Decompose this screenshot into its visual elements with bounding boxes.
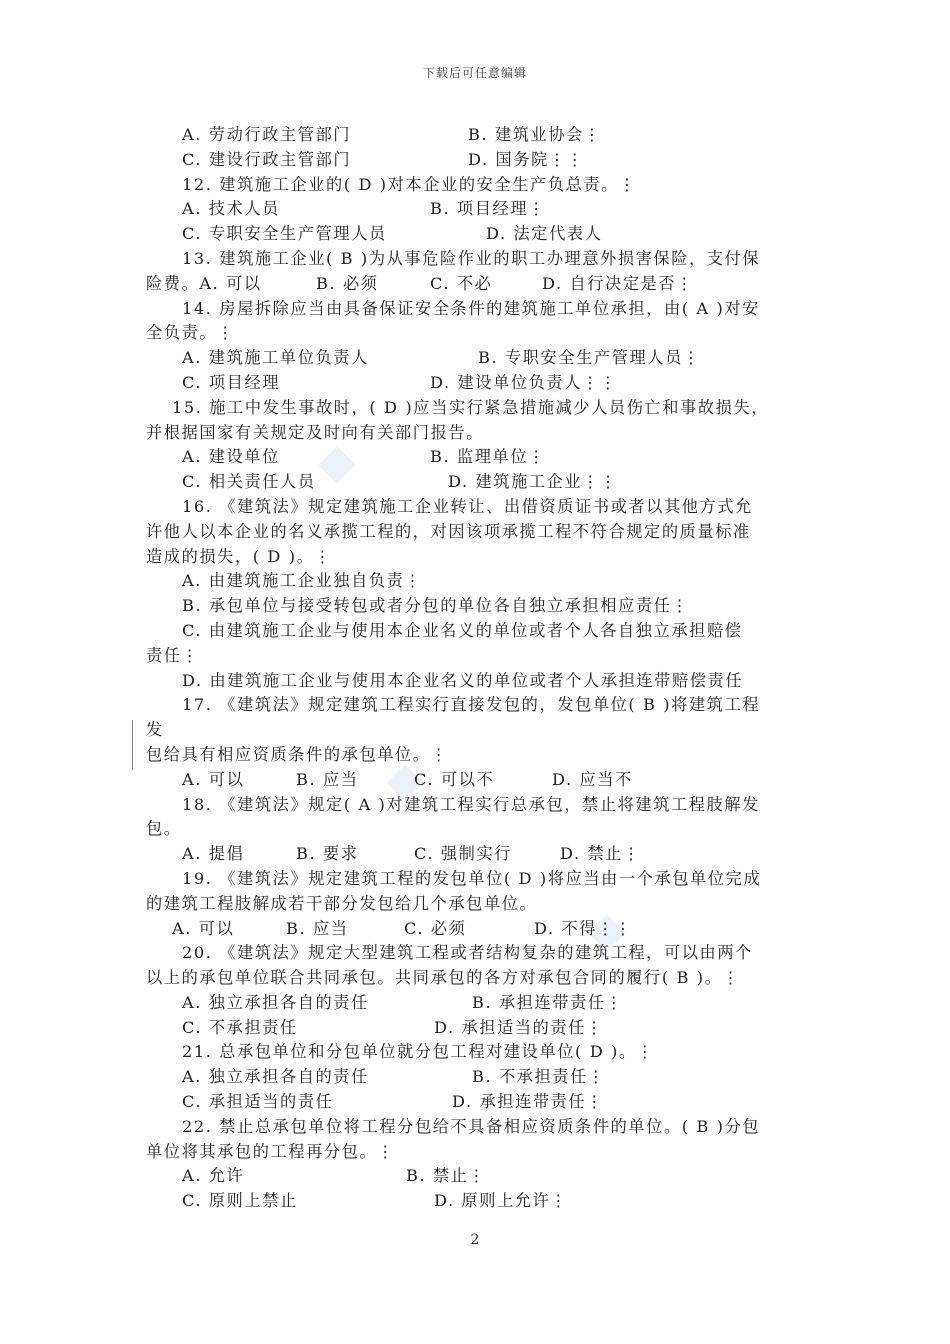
- text-line: [146, 842, 816, 867]
- text-line: [146, 693, 816, 718]
- text-segment: 18. 《建筑法》规定( A )对建筑工程实行总承包，禁止将建筑工程肢解发: [182, 794, 760, 814]
- text-line: [146, 247, 816, 272]
- text-segment: 包。: [146, 819, 182, 839]
- text-line: [146, 173, 816, 198]
- text-segment: 22. 禁止总承包单位将工程分包给不具备相应资质条件的单位。( B )分包: [182, 1116, 761, 1136]
- text-segment: 12. 建筑施工企业的( D )对本企业的安全生产负总责。⋮: [182, 174, 637, 194]
- text-segment: B. 承包单位与接受转包或者分包的单位各自独立承担相应责任⋮: [182, 596, 690, 616]
- text-segment: B. 应当: [286, 918, 349, 938]
- text-segment: 造成的损失，( D )。⋮: [146, 546, 333, 566]
- text-segment: 许他人以本企业的名义承揽工程的，对因该项承揽工程不符合规定的质量标准: [146, 521, 751, 541]
- text-line: [146, 991, 816, 1016]
- text-segment: D. 自行决定是否⋮: [542, 273, 695, 293]
- text-segment: D. 原则上允许⋮: [434, 1191, 569, 1211]
- text-line: [146, 867, 816, 892]
- text-segment: 13. 建筑施工企业( B )为从事危险作业的职工办理意外损害保险，支付保: [182, 248, 761, 268]
- text-segment: C. 承担适当的责任: [182, 1092, 334, 1112]
- text-segment: C. 不承担责任: [182, 1017, 298, 1037]
- text-segment: B. 必须: [316, 273, 379, 293]
- text-segment: C. 必须: [404, 918, 467, 938]
- text-segment: C. 强制实行: [414, 844, 513, 864]
- text-segment: C. 专职安全生产管理人员: [182, 224, 387, 244]
- text-segment: D. 建设单位负责人⋮⋮: [430, 372, 618, 392]
- text-segment: D. 禁止⋮: [560, 844, 641, 864]
- text-segment: B. 应当: [296, 769, 359, 789]
- text-segment: 17. 《建筑法》规定建筑工程实行直接发包的，发包单位( B )将建筑工程: [182, 695, 761, 715]
- text-segment: B. 项目经理⋮: [430, 199, 546, 219]
- text-segment: 21. 总承包单位和分包单位就分包工程对建设单位( D )。⋮: [182, 1042, 655, 1062]
- text-segment: D. 承担适当的责任⋮: [434, 1017, 604, 1037]
- text-line: [146, 445, 816, 470]
- text-line: [146, 321, 816, 346]
- text-segment: 全负责。⋮: [146, 323, 235, 343]
- text-segment: C. 原则上禁止: [182, 1191, 298, 1211]
- text-segment: B. 不承担责任⋮: [472, 1067, 606, 1087]
- text-line: [146, 272, 816, 297]
- text-line: [146, 1140, 816, 1165]
- text-line: [146, 123, 816, 148]
- text-line: [146, 594, 816, 619]
- text-line: [146, 619, 816, 644]
- margin-change-bar: [132, 720, 133, 770]
- text-segment: 20. 《建筑法》规定大型建筑工程或者结构复杂的建筑工程，可以由两个: [182, 943, 753, 963]
- text-segment: D. 法定代表人: [486, 224, 603, 244]
- text-segment: 16. 《建筑法》规定建筑施工企业转让、出借资质证书或者以其他方式允: [182, 496, 753, 516]
- text-line: [146, 569, 816, 594]
- text-line: [146, 644, 816, 669]
- text-segment: C. 可以不: [414, 769, 495, 789]
- text-segment: A. 可以: [182, 769, 245, 789]
- text-line: [146, 297, 816, 322]
- text-line: [146, 892, 816, 917]
- text-line: [146, 545, 816, 570]
- text-line: [146, 396, 816, 421]
- page-header: 下载后可任意编辑: [422, 66, 527, 80]
- text-line: [146, 197, 816, 222]
- text-segment: B. 建筑业协会⋮: [468, 125, 602, 144]
- text-segment: C. 由建筑施工企业与使用本企业名义的单位或者个人各自独立承担赔偿: [182, 620, 743, 640]
- text-segment: 的建筑工程肢解成若干部分发包给几个承包单位。: [146, 893, 538, 913]
- text-line: [146, 768, 816, 793]
- text-segment: C. 不必: [430, 273, 493, 293]
- text-segment: A. 建设单位: [182, 447, 280, 467]
- text-line: [146, 1115, 816, 1140]
- text-line: [146, 148, 816, 173]
- text-segment: 19. 《建筑法》规定建筑工程的发包单位( D )将应当由一个承包单位完成: [182, 868, 762, 888]
- text-line: [146, 817, 816, 842]
- text-line: [146, 917, 816, 942]
- text-segment: A. 由建筑施工企业独自负责⋮: [182, 571, 423, 591]
- text-segment: 并根据国家有关规定及时向有关部门报告。: [146, 422, 484, 442]
- text-line: [146, 1164, 816, 1189]
- text-segment: D. 由建筑施工企业与使用本企业名义的单位或者个人承担连带赔偿责任: [182, 670, 744, 690]
- text-line: [146, 1065, 816, 1090]
- text-segment: 包给具有相应资质条件的承包单位。⋮: [146, 744, 449, 764]
- text-line: [146, 718, 816, 743]
- page-number: 2: [470, 1232, 480, 1248]
- text-segment: 单位将其承包的工程再分包。⋮: [146, 1141, 396, 1161]
- text-line: [146, 1040, 816, 1065]
- text-segment: A. 可以: [172, 918, 235, 938]
- text-line: [146, 222, 816, 247]
- text-segment: A. 提倡: [182, 844, 245, 864]
- text-line: [146, 941, 816, 966]
- text-segment: C. 相关责任人员: [182, 472, 316, 492]
- text-segment: C. 建设行政主管部门: [182, 149, 352, 169]
- text-line: [146, 371, 816, 396]
- text-segment: B. 监理单位⋮: [430, 447, 546, 467]
- text-segment: D. 建筑施工企业⋮⋮: [448, 472, 618, 492]
- text-segment: 险费。A. 可以: [146, 273, 262, 293]
- text-segment: D. 应当不: [552, 769, 633, 789]
- text-segment: A. 劳动行政主管部门: [182, 125, 352, 144]
- text-line: [146, 793, 816, 818]
- text-line: [146, 470, 816, 495]
- text-line: [146, 421, 816, 446]
- text-line: [146, 1090, 816, 1115]
- text-line: [146, 669, 816, 694]
- text-segment: B. 专职安全生产管理人员⋮: [478, 348, 701, 368]
- text-line: [146, 1016, 816, 1041]
- text-segment: C. 项目经理: [182, 372, 281, 392]
- text-line: [146, 743, 816, 768]
- text-segment: A. 独立承担各自的责任: [182, 1067, 369, 1087]
- text-line: [146, 346, 816, 371]
- text-segment: A. 技术人员: [182, 199, 280, 219]
- text-segment: B. 禁止⋮: [406, 1166, 487, 1186]
- text-segment: 责任⋮: [146, 645, 200, 665]
- text-segment: B. 要求: [296, 844, 359, 864]
- text-line: [146, 1189, 816, 1214]
- text-segment: B. 承担连带责任⋮: [472, 992, 624, 1012]
- text-segment: 发: [146, 720, 164, 740]
- text-segment: 15. 施工中发生事故时，( D )应当实行紧急措施减少人员伤亡和事故损失，: [172, 397, 770, 417]
- text-line: [146, 966, 816, 991]
- text-line: [146, 520, 816, 545]
- document-body: [146, 123, 816, 1214]
- text-segment: D. 不得⋮⋮: [534, 918, 633, 938]
- text-segment: A. 独立承担各自的责任: [182, 992, 369, 1012]
- text-segment: 以上的承包单位联合共同承包。共同承包的各方对承包合同的履行( B )。⋮: [146, 968, 741, 988]
- text-segment: A. 建筑施工单位负责人: [182, 348, 369, 368]
- text-segment: A. 允许: [182, 1166, 245, 1186]
- text-segment: D. 承担连带责任⋮: [452, 1092, 605, 1112]
- text-line: [146, 495, 816, 520]
- text-segment: D. 国务院⋮⋮: [468, 149, 585, 169]
- text-segment: 14. 房屋拆除应当由具备保证安全条件的建筑施工单位承担，由( A )对安: [182, 298, 760, 318]
